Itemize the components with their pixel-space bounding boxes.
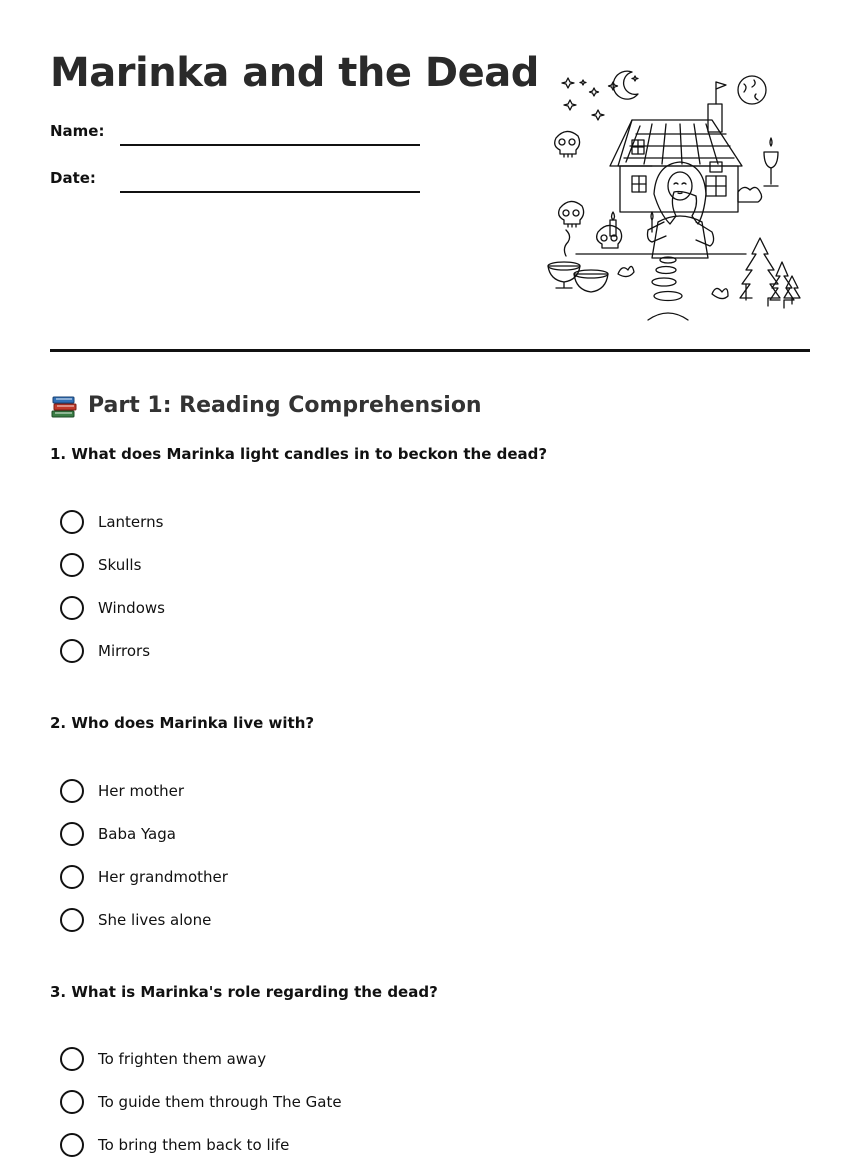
question-2: 2. Who does Marinka live with?: [50, 714, 315, 732]
header-divider: [50, 349, 810, 352]
section-title-text: Part 1: Reading Comprehension: [88, 392, 482, 418]
question-1-option-4[interactable]: [60, 638, 150, 664]
name-label: Name:: [50, 122, 105, 140]
option-label: Her mother: [98, 782, 185, 800]
section-title: [50, 390, 482, 420]
radio-button[interactable]: [60, 1133, 84, 1157]
option-label: Skulls: [98, 556, 142, 574]
radio-button[interactable]: [60, 865, 84, 889]
books-icon: [50, 391, 78, 419]
option-label: Lanterns: [98, 513, 164, 531]
question-2-option-3[interactable]: [60, 864, 228, 890]
radio-button[interactable]: [60, 822, 84, 846]
option-label: To frighten them away: [98, 1050, 267, 1068]
option-label: To bring them back to life: [98, 1136, 290, 1154]
question-2-option-1[interactable]: [60, 778, 184, 804]
question-3: 3. What is Marinka's role regarding the dead?: [50, 983, 438, 1001]
radio-button[interactable]: [60, 1047, 84, 1071]
date-label: Date:: [50, 169, 96, 187]
question-3-option-1[interactable]: [60, 1046, 266, 1072]
question-1: 1. What does Marinka light candles in to beckon the dead?: [50, 445, 548, 463]
header-illustration: [540, 62, 810, 328]
option-label: Baba Yaga: [98, 825, 176, 843]
question-2-option-2[interactable]: [60, 821, 176, 847]
question-1-option-1[interactable]: [60, 509, 163, 535]
radio-button[interactable]: [60, 1090, 84, 1114]
option-label: She lives alone: [98, 911, 212, 929]
radio-button[interactable]: [60, 596, 84, 620]
radio-button[interactable]: [60, 553, 84, 577]
name-field[interactable]: [120, 144, 420, 146]
radio-button[interactable]: [60, 779, 84, 803]
option-label: To guide them through The Gate: [98, 1093, 342, 1111]
radio-button[interactable]: [60, 510, 84, 534]
page-title: Marinka and the Dead: [50, 50, 539, 96]
radio-button[interactable]: [60, 908, 84, 932]
question-3-option-2[interactable]: [60, 1089, 342, 1115]
question-1-option-3[interactable]: [60, 595, 165, 621]
option-label: Mirrors: [98, 642, 151, 660]
option-label: Her grandmother: [98, 868, 228, 886]
date-field[interactable]: [120, 191, 420, 193]
question-3-option-3[interactable]: [60, 1132, 289, 1158]
question-1-option-2[interactable]: [60, 552, 141, 578]
question-2-option-4[interactable]: [60, 907, 211, 933]
option-label: Windows: [98, 599, 165, 617]
radio-button[interactable]: [60, 639, 84, 663]
